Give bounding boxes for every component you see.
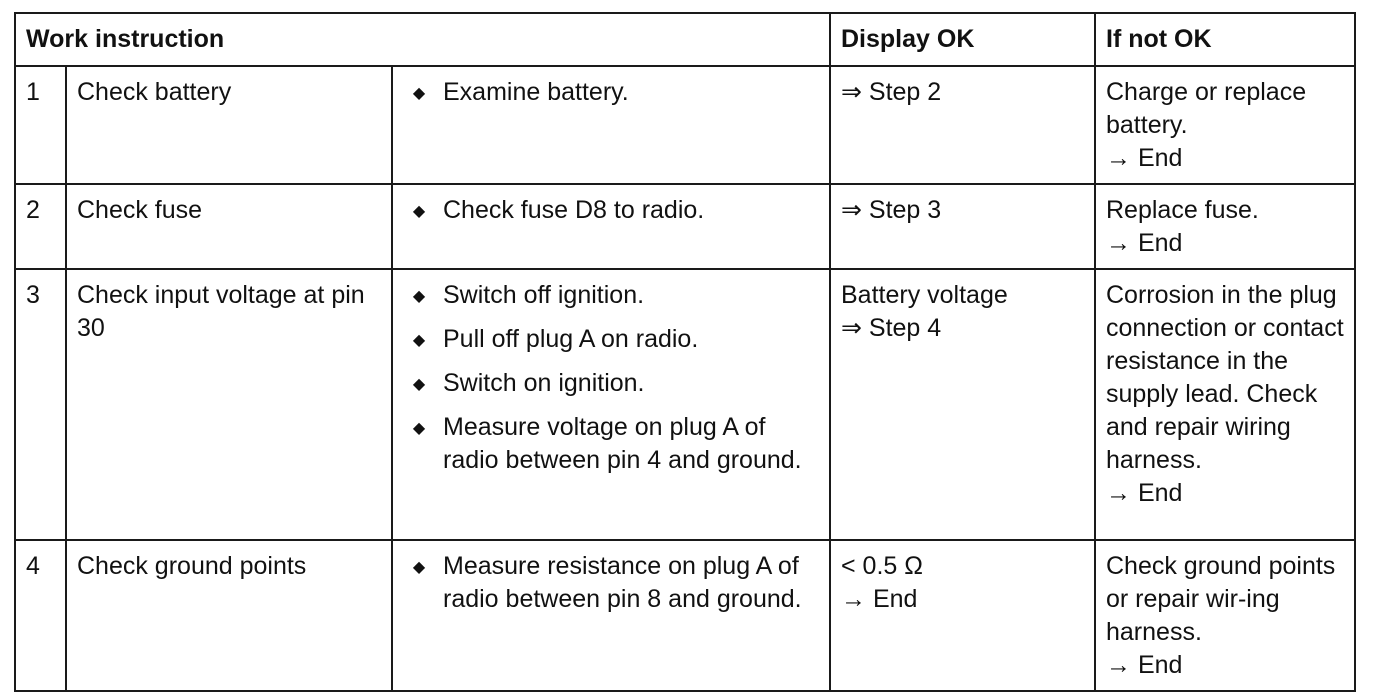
- display-ok-cell: [830, 184, 1095, 269]
- display-ok-cell: [830, 66, 1095, 184]
- instruction-text: Check fuse D8 to radio.: [443, 196, 705, 224]
- header-if-not-ok: If not OK: [1095, 13, 1355, 66]
- instruction-cell: [392, 540, 830, 691]
- display-ok-text: < 0.5 Ω: [841, 552, 923, 580]
- step-number: 1: [15, 66, 66, 184]
- display-ok-next: ⇒ Step 4: [841, 314, 942, 342]
- instruction-text: Pull off plug A on radio.: [443, 325, 699, 353]
- if-not-ok-text: Check ground points or repair wir-ing harness.: [1106, 552, 1336, 646]
- if-not-ok-end: → End: [1106, 229, 1183, 257]
- if-not-ok-text: Corrosion in the plug connection or contact resistance in the supply lead. Check and repair wiring harness.: [1106, 281, 1344, 474]
- display-ok-cell: [830, 269, 1095, 540]
- instruction-item: [403, 550, 819, 616]
- instruction-item: [403, 76, 819, 109]
- instruction-text: Switch on ignition.: [443, 369, 645, 397]
- table-row: [15, 540, 1355, 691]
- step-name: Check input voltage at pin 30: [66, 269, 392, 540]
- if-not-ok-text: Charge or replace battery.: [1106, 78, 1307, 139]
- instruction-list: [403, 194, 819, 227]
- instruction-text: Switch off ignition.: [443, 281, 645, 309]
- step-name: Check battery: [66, 66, 392, 184]
- step-number: 4: [15, 540, 66, 691]
- instruction-item: [403, 323, 819, 356]
- if-not-ok-end: → End: [1106, 651, 1183, 679]
- instruction-cell: [392, 184, 830, 269]
- if-not-ok-end: → End: [1106, 479, 1183, 507]
- procedure-table-container: [14, 12, 1356, 692]
- table-row: [15, 269, 1355, 540]
- troubleshooting-table: [14, 12, 1356, 692]
- step-number: 2: [15, 184, 66, 269]
- if-not-ok-cell: [1095, 540, 1355, 691]
- step-number: 3: [15, 269, 66, 540]
- diamond-bullet-icon: ◆: [412, 330, 426, 349]
- display-ok-cell: [830, 540, 1095, 691]
- instruction-cell: [392, 66, 830, 184]
- instruction-item: [403, 194, 819, 227]
- diamond-bullet-icon: ◆: [412, 83, 426, 102]
- diamond-bullet-icon: ◆: [412, 374, 426, 393]
- diamond-bullet-icon: ◆: [412, 286, 426, 305]
- step-name: Check ground points: [66, 540, 392, 691]
- diamond-bullet-icon: ◆: [412, 557, 426, 576]
- if-not-ok-text: Replace fuse.: [1106, 196, 1259, 224]
- instruction-item: [403, 279, 819, 312]
- diamond-bullet-icon: ◆: [412, 201, 426, 220]
- display-ok-text: ⇒ Step 3: [841, 196, 942, 224]
- table-row: [15, 184, 1355, 269]
- display-ok-text: Battery voltage: [841, 281, 1008, 309]
- if-not-ok-end: → End: [1106, 144, 1183, 172]
- display-ok-next: → End: [841, 585, 918, 613]
- table-header-row: [15, 13, 1355, 66]
- instruction-text: Measure resistance on plug A of radio between pin 8 and ground.: [443, 552, 802, 613]
- instruction-item: [403, 411, 819, 477]
- instruction-text: Examine battery.: [443, 78, 629, 106]
- instruction-text: Measure voltage on plug A of radio between pin 4 and ground.: [443, 413, 802, 474]
- diamond-bullet-icon: ◆: [412, 418, 426, 437]
- display-ok-text: ⇒ Step 2: [841, 78, 942, 106]
- table-row: [15, 66, 1355, 184]
- instruction-cell: [392, 269, 830, 540]
- if-not-ok-cell: [1095, 66, 1355, 184]
- if-not-ok-cell: [1095, 184, 1355, 269]
- header-display-ok: Display OK: [830, 13, 1095, 66]
- instruction-list: [403, 279, 819, 477]
- instruction-list: [403, 76, 819, 109]
- header-work-instruction: Work instruction: [15, 13, 830, 66]
- step-name: Check fuse: [66, 184, 392, 269]
- instruction-list: [403, 550, 819, 616]
- instruction-item: [403, 367, 819, 400]
- if-not-ok-cell: [1095, 269, 1355, 540]
